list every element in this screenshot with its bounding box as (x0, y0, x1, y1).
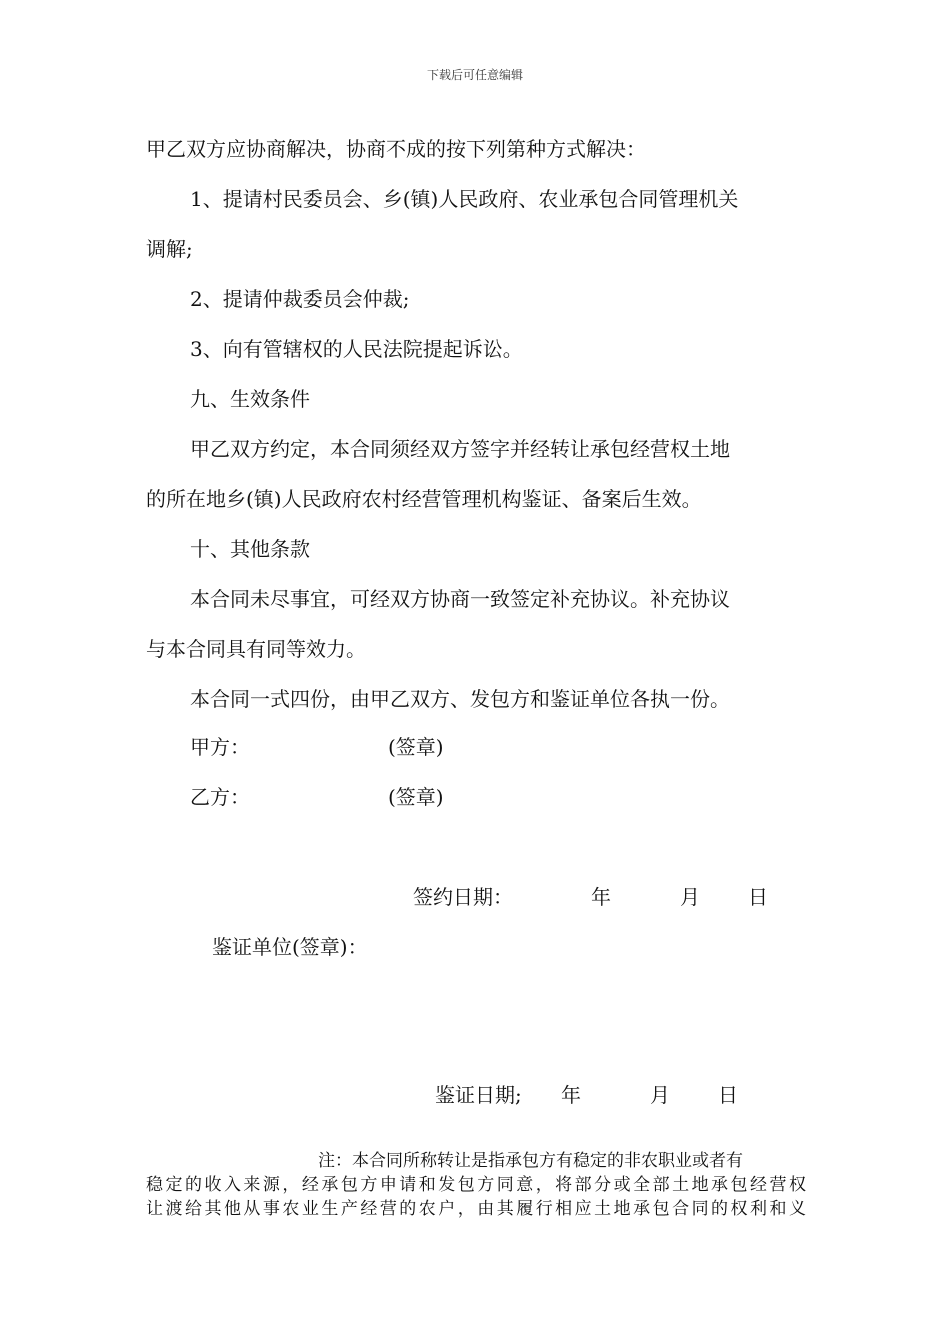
verify-date-year: 年 (561, 1083, 581, 1107)
page-header: 下载后可任意编辑 (426, 68, 523, 82)
paragraph-other-cont: 与本合同具有同等效力。 (146, 637, 366, 661)
sign-date-year: 年 (591, 885, 611, 909)
verify-date-month: 月 (650, 1083, 670, 1107)
option-1-cont: 调解; (146, 237, 193, 261)
option-3: 3、向有管辖权的人民法院提起诉讼。 (190, 337, 523, 361)
note-line-3: 让渡给其他从事农业生产经营的农户，由其履行相应土地承包合同的权利和义 (146, 1199, 806, 1219)
party-a-label: 甲方： (190, 735, 250, 759)
party-b-label: 乙方： (190, 785, 250, 809)
verify-date-day: 日 (718, 1083, 738, 1107)
paragraph-effective-cont: 的所在地乡(镇)人民政府农村经营管理机构鉴证、备案后生效。 (146, 487, 702, 511)
party-a-seal: (签章) (388, 735, 444, 759)
paragraph-dispute-intro: 甲乙双方应协商解决，协商不成的按下列第种方式解决： (146, 137, 646, 161)
party-b-seal: (签章) (388, 785, 444, 809)
verify-date-label: 鉴证日期; (435, 1083, 522, 1107)
sign-date-month: 月 (680, 885, 700, 909)
section-heading-other: 十、其他条款 (190, 537, 310, 561)
option-1: 1、提请村民委员会、乡(镇)人民政府、农业承包合同管理机关 (190, 187, 739, 211)
sign-date-day: 日 (748, 885, 768, 909)
paragraph-effective: 甲乙双方约定，本合同须经双方签字并经转让承包经营权土地 (190, 437, 730, 461)
note-line-2: 稳定的收入来源，经承包方申请和发包方同意，将部分或全部土地承包经营权 (146, 1175, 806, 1195)
note-line-1: 注：本合同所称转让是指承包方有稳定的非农职业或者有 (318, 1151, 743, 1171)
section-heading-effective: 九、生效条件 (190, 387, 310, 411)
paragraph-copies: 本合同一式四份，由甲乙双方、发包方和鉴证单位各执一份。 (190, 687, 730, 711)
verifier-label: 鉴证单位(签章)： (212, 935, 368, 959)
option-2: 2、提请仲裁委员会仲裁; (190, 287, 410, 311)
paragraph-other: 本合同未尽事宜，可经双方协商一致签定补充协议。补充协议 (190, 587, 730, 611)
sign-date-label: 签约日期： (413, 885, 513, 909)
